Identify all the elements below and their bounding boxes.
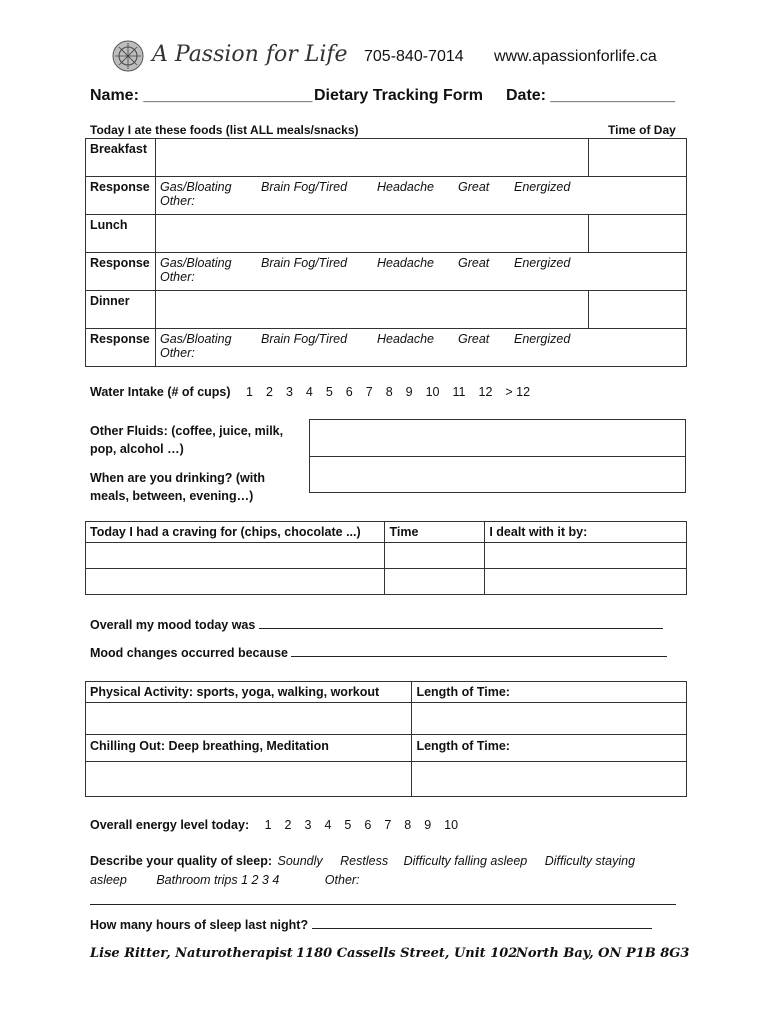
dinner-foods-cell[interactable] xyxy=(155,291,588,329)
energy-option[interactable]: 9 xyxy=(424,818,432,832)
meal-label-lunch: Lunch xyxy=(86,215,156,253)
water-option[interactable]: 4 xyxy=(305,385,313,399)
time-of-day-header: Time of Day xyxy=(608,123,676,137)
sleep-other[interactable]: Other: xyxy=(324,873,360,887)
response-other: Other: xyxy=(159,270,195,284)
response-brain-fog: Brain Fog/Tired xyxy=(260,332,348,346)
lunch-foods-cell[interactable] xyxy=(155,215,588,253)
when-drinking-label: When are you drinking? (with meals, between, evening…) xyxy=(90,471,265,503)
water-option[interactable]: 6 xyxy=(345,385,353,399)
craving-header: Today I had a craving for (chips, chocolate ...) xyxy=(86,522,385,543)
energy-level-row xyxy=(90,818,471,832)
sleep-quality-row-2 xyxy=(90,873,360,887)
response-great: Great xyxy=(457,256,490,270)
response-brain-fog: Brain Fog/Tired xyxy=(260,256,348,270)
form-title: Dietary Tracking Form xyxy=(314,87,483,104)
sleep-quality-label: Describe your quality of sleep: xyxy=(90,854,272,868)
energy-level-label: Overall energy level today: xyxy=(90,818,250,832)
craving-cell[interactable] xyxy=(86,569,385,595)
sleep-option-restless[interactable]: Restless xyxy=(340,854,389,868)
craving-dealt-header: I dealt with it by: xyxy=(485,522,687,543)
sleep-bathroom-trips[interactable]: Bathroom trips 1 2 3 4 xyxy=(156,873,280,887)
physical-length-cell[interactable] xyxy=(412,703,687,735)
meals-table xyxy=(85,138,687,367)
response-headache: Headache xyxy=(376,256,434,270)
energy-option[interactable]: 4 xyxy=(324,818,332,832)
response-other: Other: xyxy=(159,346,195,360)
fluids-table xyxy=(309,419,686,493)
water-option[interactable]: 10 xyxy=(425,385,440,399)
craving-cell[interactable] xyxy=(86,543,385,569)
breakfast-time-cell[interactable] xyxy=(589,139,687,177)
water-intake-label: Water Intake (# of cups) xyxy=(90,385,231,399)
lunch-response-cell[interactable] xyxy=(155,253,686,291)
response-gas-bloating: Gas/Bloating xyxy=(159,180,232,194)
meal-label-dinner: Dinner xyxy=(86,291,156,329)
response-label: Response xyxy=(86,177,156,215)
breakfast-foods-cell[interactable] xyxy=(155,139,588,177)
mood-changes-text: Mood changes occurred because xyxy=(90,646,288,660)
activity-table xyxy=(85,681,687,797)
response-gas-bloating: Gas/Bloating xyxy=(159,332,232,346)
energy-option[interactable]: 3 xyxy=(304,818,312,832)
other-fluids-cell[interactable] xyxy=(310,420,686,457)
energy-option[interactable]: 1 xyxy=(264,818,272,832)
sleep-option-staying-asleep[interactable]: Difficulty staying xyxy=(544,854,636,868)
meal-label-breakfast: Breakfast xyxy=(86,139,156,177)
response-label: Response xyxy=(86,329,156,367)
response-gas-bloating: Gas/Bloating xyxy=(159,256,232,270)
water-option[interactable]: 8 xyxy=(385,385,393,399)
water-option[interactable]: 2 xyxy=(265,385,273,399)
response-energized: Energized xyxy=(513,332,571,346)
energy-option[interactable]: 8 xyxy=(404,818,412,832)
chilling-length-cell[interactable] xyxy=(412,762,687,797)
sleep-option-soundly[interactable]: Soundly xyxy=(277,854,323,868)
mood-overall-text: Overall my mood today was xyxy=(90,618,256,632)
energy-option[interactable]: 10 xyxy=(444,818,459,832)
sleep-hours-text: How many hours of sleep last night? xyxy=(90,918,309,932)
water-option[interactable]: 3 xyxy=(285,385,293,399)
energy-option[interactable]: 6 xyxy=(364,818,372,832)
craving-dealt-cell[interactable] xyxy=(485,569,687,595)
water-option[interactable]: 12 xyxy=(478,385,493,399)
date-field-label: Date: ______________ xyxy=(506,87,676,104)
water-option[interactable]: 9 xyxy=(405,385,413,399)
footer-city: North Bay, ON P1B 8G3 xyxy=(516,946,690,961)
sleep-hours-input[interactable] xyxy=(312,928,652,929)
response-great: Great xyxy=(457,332,490,346)
water-option[interactable]: 11 xyxy=(452,385,466,399)
physical-activity-header: Physical Activity: sports, yoga, walking, workout xyxy=(86,682,412,703)
craving-table xyxy=(85,521,687,595)
sleep-option-staying-asleep-cont: asleep xyxy=(90,873,127,887)
craving-time-cell[interactable] xyxy=(385,569,485,595)
footer-address: 1180 Cassells Street, Unit 102 xyxy=(296,946,518,961)
chilling-length-header: Length of Time: xyxy=(412,735,687,762)
energy-option[interactable]: 7 xyxy=(384,818,392,832)
mood-overall-input[interactable] xyxy=(259,628,663,629)
dinner-time-cell[interactable] xyxy=(589,291,687,329)
sleep-quality-row xyxy=(90,854,635,868)
name-field-label: Name: ___________________ xyxy=(90,87,313,104)
physical-activity-cell[interactable] xyxy=(86,703,412,735)
response-label: Response xyxy=(86,253,156,291)
craving-dealt-cell[interactable] xyxy=(485,543,687,569)
foods-intro: Today I ate these foods (list ALL meals/snacks) xyxy=(90,123,359,137)
chilling-out-header: Chilling Out: Deep breathing, Meditation xyxy=(86,735,412,762)
response-headache: Headache xyxy=(376,332,434,346)
logo-text: A Passion for Life xyxy=(152,42,348,67)
phone-number: 705-840-7014 xyxy=(364,48,464,65)
response-brain-fog: Brain Fog/Tired xyxy=(260,180,348,194)
water-option[interactable]: 7 xyxy=(365,385,373,399)
logo-mark-icon xyxy=(112,40,144,72)
physical-length-header: Length of Time: xyxy=(412,682,687,703)
energy-option[interactable]: 5 xyxy=(344,818,352,832)
response-great: Great xyxy=(457,180,490,194)
footer-practitioner: Lise Ritter, Naturotherapist xyxy=(90,946,293,961)
sleep-hours-label xyxy=(90,918,652,932)
when-drinking-cell[interactable] xyxy=(310,457,686,493)
mood-overall-label xyxy=(90,618,663,632)
chilling-out-cell[interactable] xyxy=(86,762,412,797)
response-energized: Energized xyxy=(513,256,571,270)
website-url: www.apassionforlife.ca xyxy=(494,48,657,65)
breakfast-response-cell[interactable] xyxy=(155,177,686,215)
water-option[interactable]: > 12 xyxy=(505,385,531,399)
water-intake-row xyxy=(90,385,543,399)
water-option[interactable]: 5 xyxy=(325,385,333,399)
response-other: Other: xyxy=(159,194,195,208)
sleep-other-line[interactable] xyxy=(90,904,676,905)
water-option[interactable]: 1 xyxy=(246,385,253,399)
other-fluids-label: Other Fluids: (coffee, juice, milk, pop, alcohol …) xyxy=(90,424,284,456)
response-energized: Energized xyxy=(513,180,571,194)
craving-time-cell[interactable] xyxy=(385,543,485,569)
craving-time-header: Time xyxy=(385,522,485,543)
lunch-time-cell[interactable] xyxy=(589,215,687,253)
sleep-option-falling-asleep[interactable]: Difficulty falling asleep xyxy=(403,854,528,868)
dinner-response-cell[interactable] xyxy=(155,329,686,367)
mood-changes-label xyxy=(90,646,667,660)
mood-changes-input[interactable] xyxy=(291,656,667,657)
energy-option[interactable]: 2 xyxy=(284,818,292,832)
response-headache: Headache xyxy=(376,180,434,194)
